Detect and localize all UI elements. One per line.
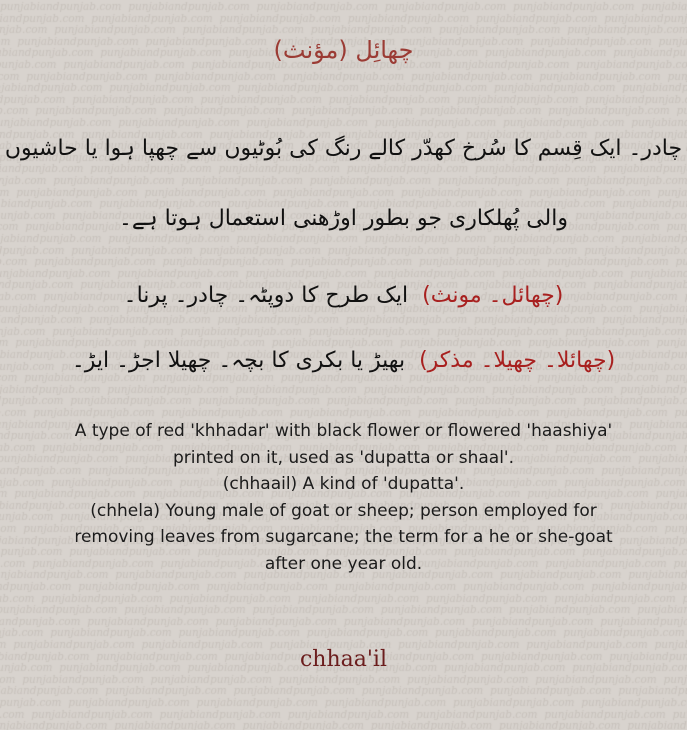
english-line: (chhaail) A kind of 'dupatta'. bbox=[222, 474, 465, 495]
headword-title bbox=[0, 34, 687, 66]
english-line: printed on it, used as 'dupatta or shaal'. bbox=[173, 447, 514, 468]
urdu-sense-3 bbox=[0, 345, 687, 377]
sense-2-label: (چھائل۔ مونث) bbox=[422, 283, 564, 308]
english-definition bbox=[0, 418, 687, 578]
urdu-definition-line-1: چادر۔ ایک قِسم کا سُرخ کھدّر کالے رنگ کی بُوٹیوں سے چھپا ہوا یا حاشیوں bbox=[4, 136, 683, 161]
sense-3-label: (چھائلا۔ چھیلا۔ مذکر) bbox=[419, 348, 616, 373]
urdu-definition-line-2: والی پُھلکاری جو بطور اوڑھنی استعمال ہوتا ہے۔ bbox=[119, 206, 568, 231]
english-line: removing leaves from sugarcane; the term for a he or she-goat bbox=[74, 527, 613, 548]
headword-urdu: چھائِل bbox=[355, 36, 414, 64]
sense-2-text: ایک طرح کا دوپٹہ۔ چادر۔ پرنا۔ bbox=[123, 283, 409, 308]
english-line: A type of red 'khhadar' with black flower or flowered 'haashiya' bbox=[74, 421, 613, 441]
transliteration: chhaa'il bbox=[299, 647, 387, 672]
urdu-sense-2 bbox=[0, 280, 687, 312]
english-line: after one year old. bbox=[264, 553, 423, 574]
sense-3-text: بھیڑ یا بکری کا بچہ۔ چھیلا اجڑ۔ ایڑ۔ bbox=[71, 348, 406, 373]
headword-gender: (مؤنث) bbox=[273, 36, 348, 64]
english-line: (chhela) Young male of goat or sheep; person employed for bbox=[90, 500, 597, 521]
